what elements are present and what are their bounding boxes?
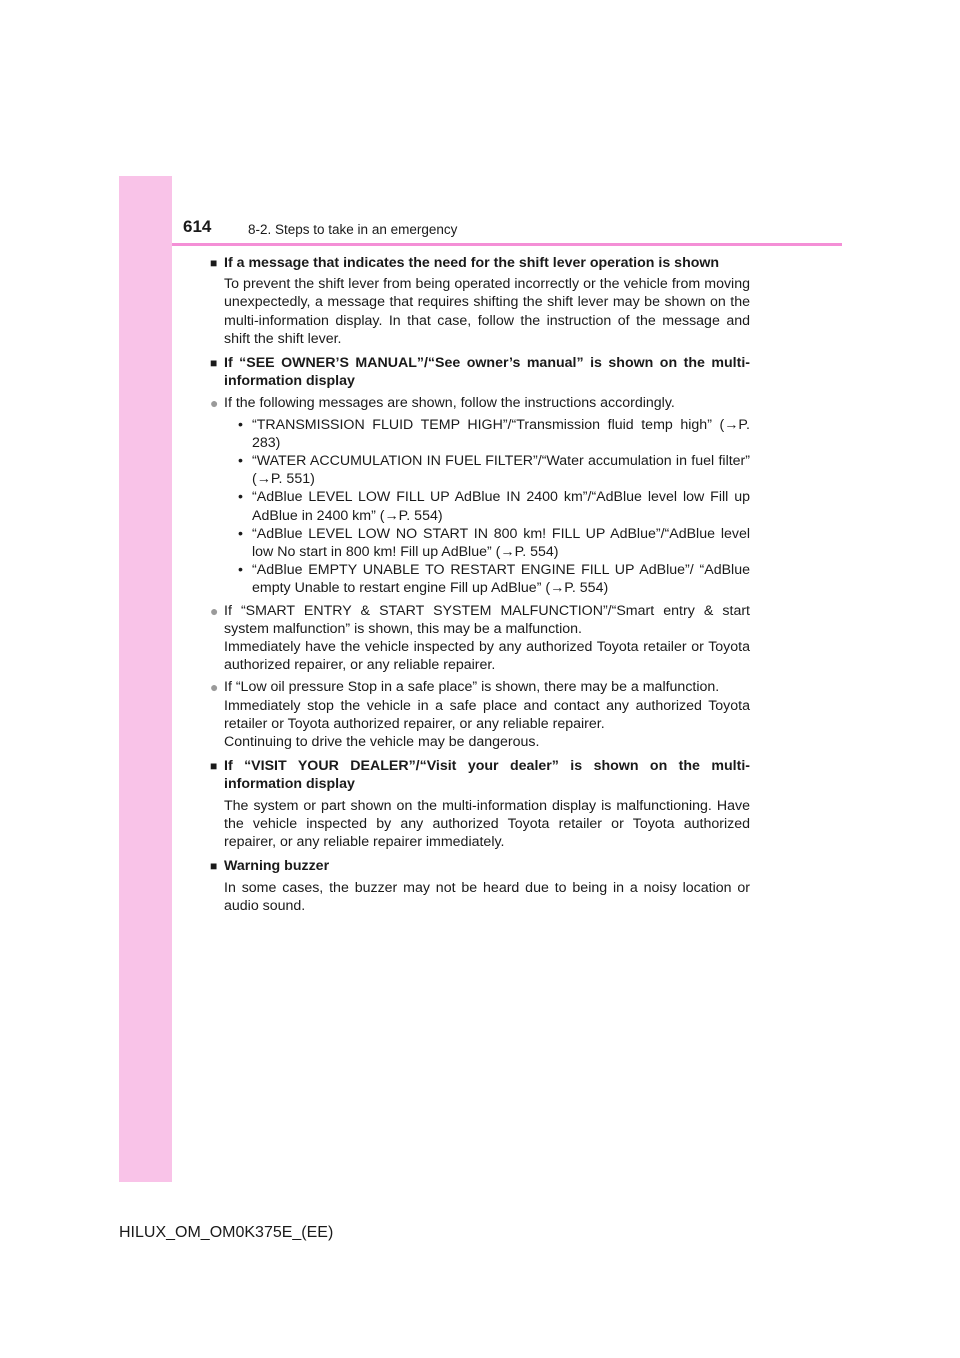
page-content (210, 254, 750, 915)
section-body: The system or part shown on the multi-information display is malfunctioning. Have the vehicle inspected by any authorized Toyota retailer or Toyota authorized repairer, or any reliable repairer immediately. (224, 797, 750, 851)
circle-bullet-icon: ● (210, 679, 219, 696)
dot-marker-icon: • (238, 416, 243, 433)
section-heading: ■ Warning buzzer (210, 858, 330, 875)
sub-list-item: • “TRANSMISSION FLUID TEMP HIGH”/“Transmission fluid temp high” (→P. 283) (238, 416, 750, 451)
section-heading: ■ If a message that indicates the need for the shift lever operation is shown (210, 255, 720, 271)
list-item: ● If the following messages are shown, follow the instructions accordingly. (210, 395, 675, 412)
square-bullet-icon: ■ (210, 859, 218, 874)
section-heading: ■ If “VISIT YOUR DEALER”/“Visit your dealer” is shown on the multi-information display (210, 758, 750, 793)
footer-doc-code: HILUX_OM_OM0K375E_(EE) (119, 1224, 334, 1241)
square-bullet-icon: ■ (210, 356, 218, 371)
sub-list-item: • “AdBlue EMPTY UNABLE TO RESTART ENGINE FILL UP AdBlue”/ “AdBlue empty Unable to restart engine Fill up AdBlue” (→P. 554) (238, 562, 750, 597)
square-bullet-icon: ■ (210, 759, 218, 774)
header-rule (172, 243, 842, 246)
dot-marker-icon: • (238, 525, 243, 542)
dot-marker-icon: • (238, 453, 243, 470)
section-body: To prevent the shift lever from being operated incorrectly or the vehicle from moving unexpectedly, a message that requires shifting the shift lever may be shown on the multi-information display. In that case, follow the instruction of the message and shift the shift lever. (224, 276, 750, 347)
dot-marker-icon: • (238, 489, 243, 506)
section-title: 8-2. Steps to take in an emergency (248, 222, 458, 237)
list-item: ● If “Low oil pressure Stop in a safe place” is shown, there may be a malfunction. Immediately stop the vehicle in a safe place and contact any authorized Toyota retailer or Toyota authorized repairer, or any reliable repairer. Continuing to drive the vehicle may be dangerous. (210, 679, 750, 751)
sub-list-item: • “AdBlue LEVEL LOW NO START IN 800 km! FILL UP AdBlue”/“AdBlue level low No start in 800 km! Fill up AdBlue” (→P. 554) (238, 525, 750, 561)
square-bullet-icon: ■ (210, 256, 218, 270)
dot-marker-icon: • (238, 562, 243, 579)
sub-list-item: • “AdBlue LEVEL LOW FILL UP AdBlue IN 2400 km”/“AdBlue level low Fill up AdBlue in 2400 km” (→P. 554) (238, 489, 750, 524)
circle-bullet-icon: ● (210, 395, 219, 412)
side-tab-band (119, 176, 172, 1182)
page-number: 614 (183, 217, 212, 236)
section-heading: ■ If “SEE OWNER’S MANUAL”/“See owner’s manual” is shown on the multi-information display (210, 355, 750, 390)
circle-bullet-icon: ● (210, 602, 219, 619)
section-body: In some cases, the buzzer may not be heard due to being in a noisy location or audio sound. (224, 879, 750, 914)
list-item: ● If “SMART ENTRY & START SYSTEM MALFUNCTION”/“Smart entry & start system malfunction” is shown, this may be a malfunction. Immediately have the vehicle inspected by any authorized Toyota retailer or Toyota authorized repairer, or any reliable repairer. (210, 602, 750, 674)
sub-list-item: • “WATER ACCUMULATION IN FUEL FILTER”/“Water accumulation in fuel filter” (→P. 551) (238, 453, 750, 488)
